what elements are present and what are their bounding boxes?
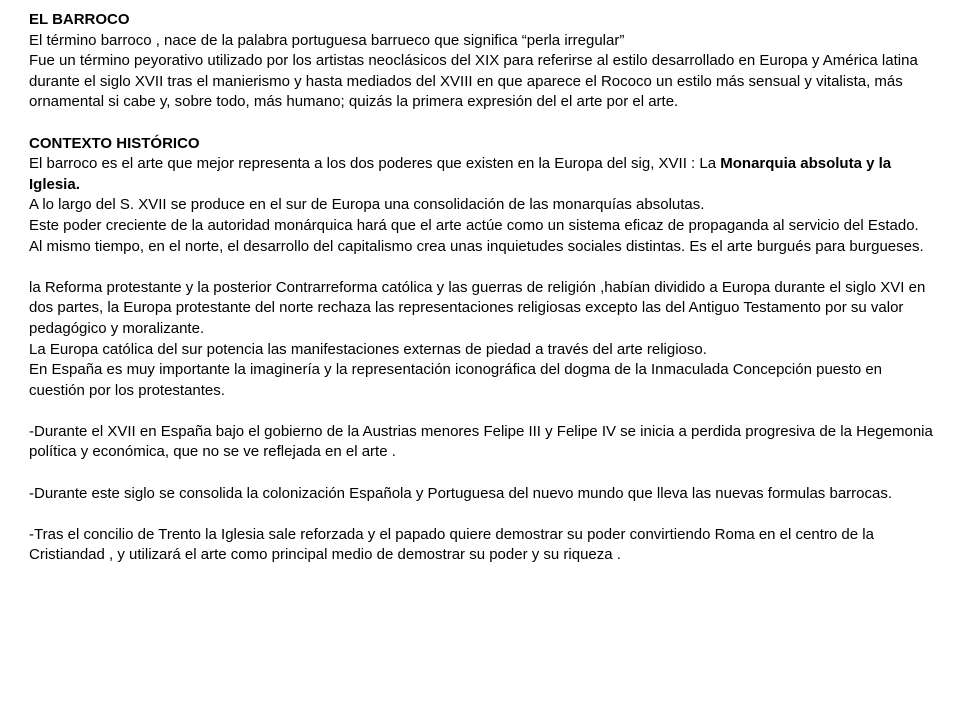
bullet-colonizacion: -Durante este siglo se consolida la colonización Española y Portuguesa del nuevo mundo que lleva las nuevas formulas barrocas. [29,484,893,502]
barroco-definition-paragraph: Fue un término peyorativo utilizado por los artistas neoclásicos del XIX para referirse al estilo desarrollado en Europa y América latina durante el siglo XVII tras el manierismo y hasta mediados del XVIII en que aparece el Rococo un estilo más sensual y vitalista, más ornamental si cabe y, sobre todo, más humano; quizás la primera expresión del el arte por el arte. [29,52,918,111]
barroco-origin-paragraph: El término barroco , nace de la palabra portuguesa barrueco que significa “perla irregular” [29,31,625,49]
spacer [29,401,940,422]
contexto-monarchies-paragraph: A lo largo del S. XVII se produce en el sur de Europa una consolidación de las monarquías absolutas. [29,196,705,214]
bullet-hegemonia: -Durante el XVII en España bajo el gobierno de la Austrias menores Felipe III y Felipe IV se inicia a perdida progresiva de la Hegemonia política y económica, que no se ve reflejada en el arte . [29,422,933,461]
spacer [29,113,940,134]
contexto-powers-bold: Monarquia absoluta y la Iglesia. [29,155,892,193]
contexto-propaganda-paragraph: Este poder creciente de la autoridad monárquica hará que el arte actúe como un sistema eficaz de propaganda al servicio del Estado. [29,216,919,234]
section-title-contexto: CONTEXTO HISTÓRICO [29,134,200,152]
spain-imagery-paragraph: En España es muy importante la imaginería y la representación iconográfica del dogma de la Inmaculada Concepción puesto en cuestión por los protestantes. [29,361,883,399]
contexto-powers-text: El barroco es el arte que mejor representa a los dos poderes que existen en la Europa del sig, XVII : La [29,155,721,173]
spacer [29,463,940,484]
spacer [29,504,940,525]
reforma-paragraph: la Reforma protestante y la posterior Contrarreforma católica y las guerras de religión ,habían dividido a Europa durante el siglo XVI en dos partes, la Europa protestante del norte rechaza las representaciones religiosas excepto las del Antiguo Testamento por su valor pedagógico y moralizante. [29,278,926,337]
spacer [29,257,940,278]
bullet-trento: -Tras el concilio de Trento la Iglesia sale reforzada y el papado quiere demostrar su poder convirtiendo Roma en el centro de la Cristiandad , y utilizará el arte como principal medio de demostrar su poder y su riqueza . [29,525,874,564]
contexto-powers-paragraph [29,154,940,195]
section-title-barroco: EL BARROCO [29,11,130,28]
contexto-north-paragraph: Al mismo tiempo, en el norte, el desarrollo del capitalismo crea unas inquietudes sociales distintas. Es el arte burgués para burgueses. [29,237,924,255]
catholic-south-paragraph: La Europa católica del sur potencia las manifestaciones externas de piedad a través del arte religioso. [29,340,707,358]
